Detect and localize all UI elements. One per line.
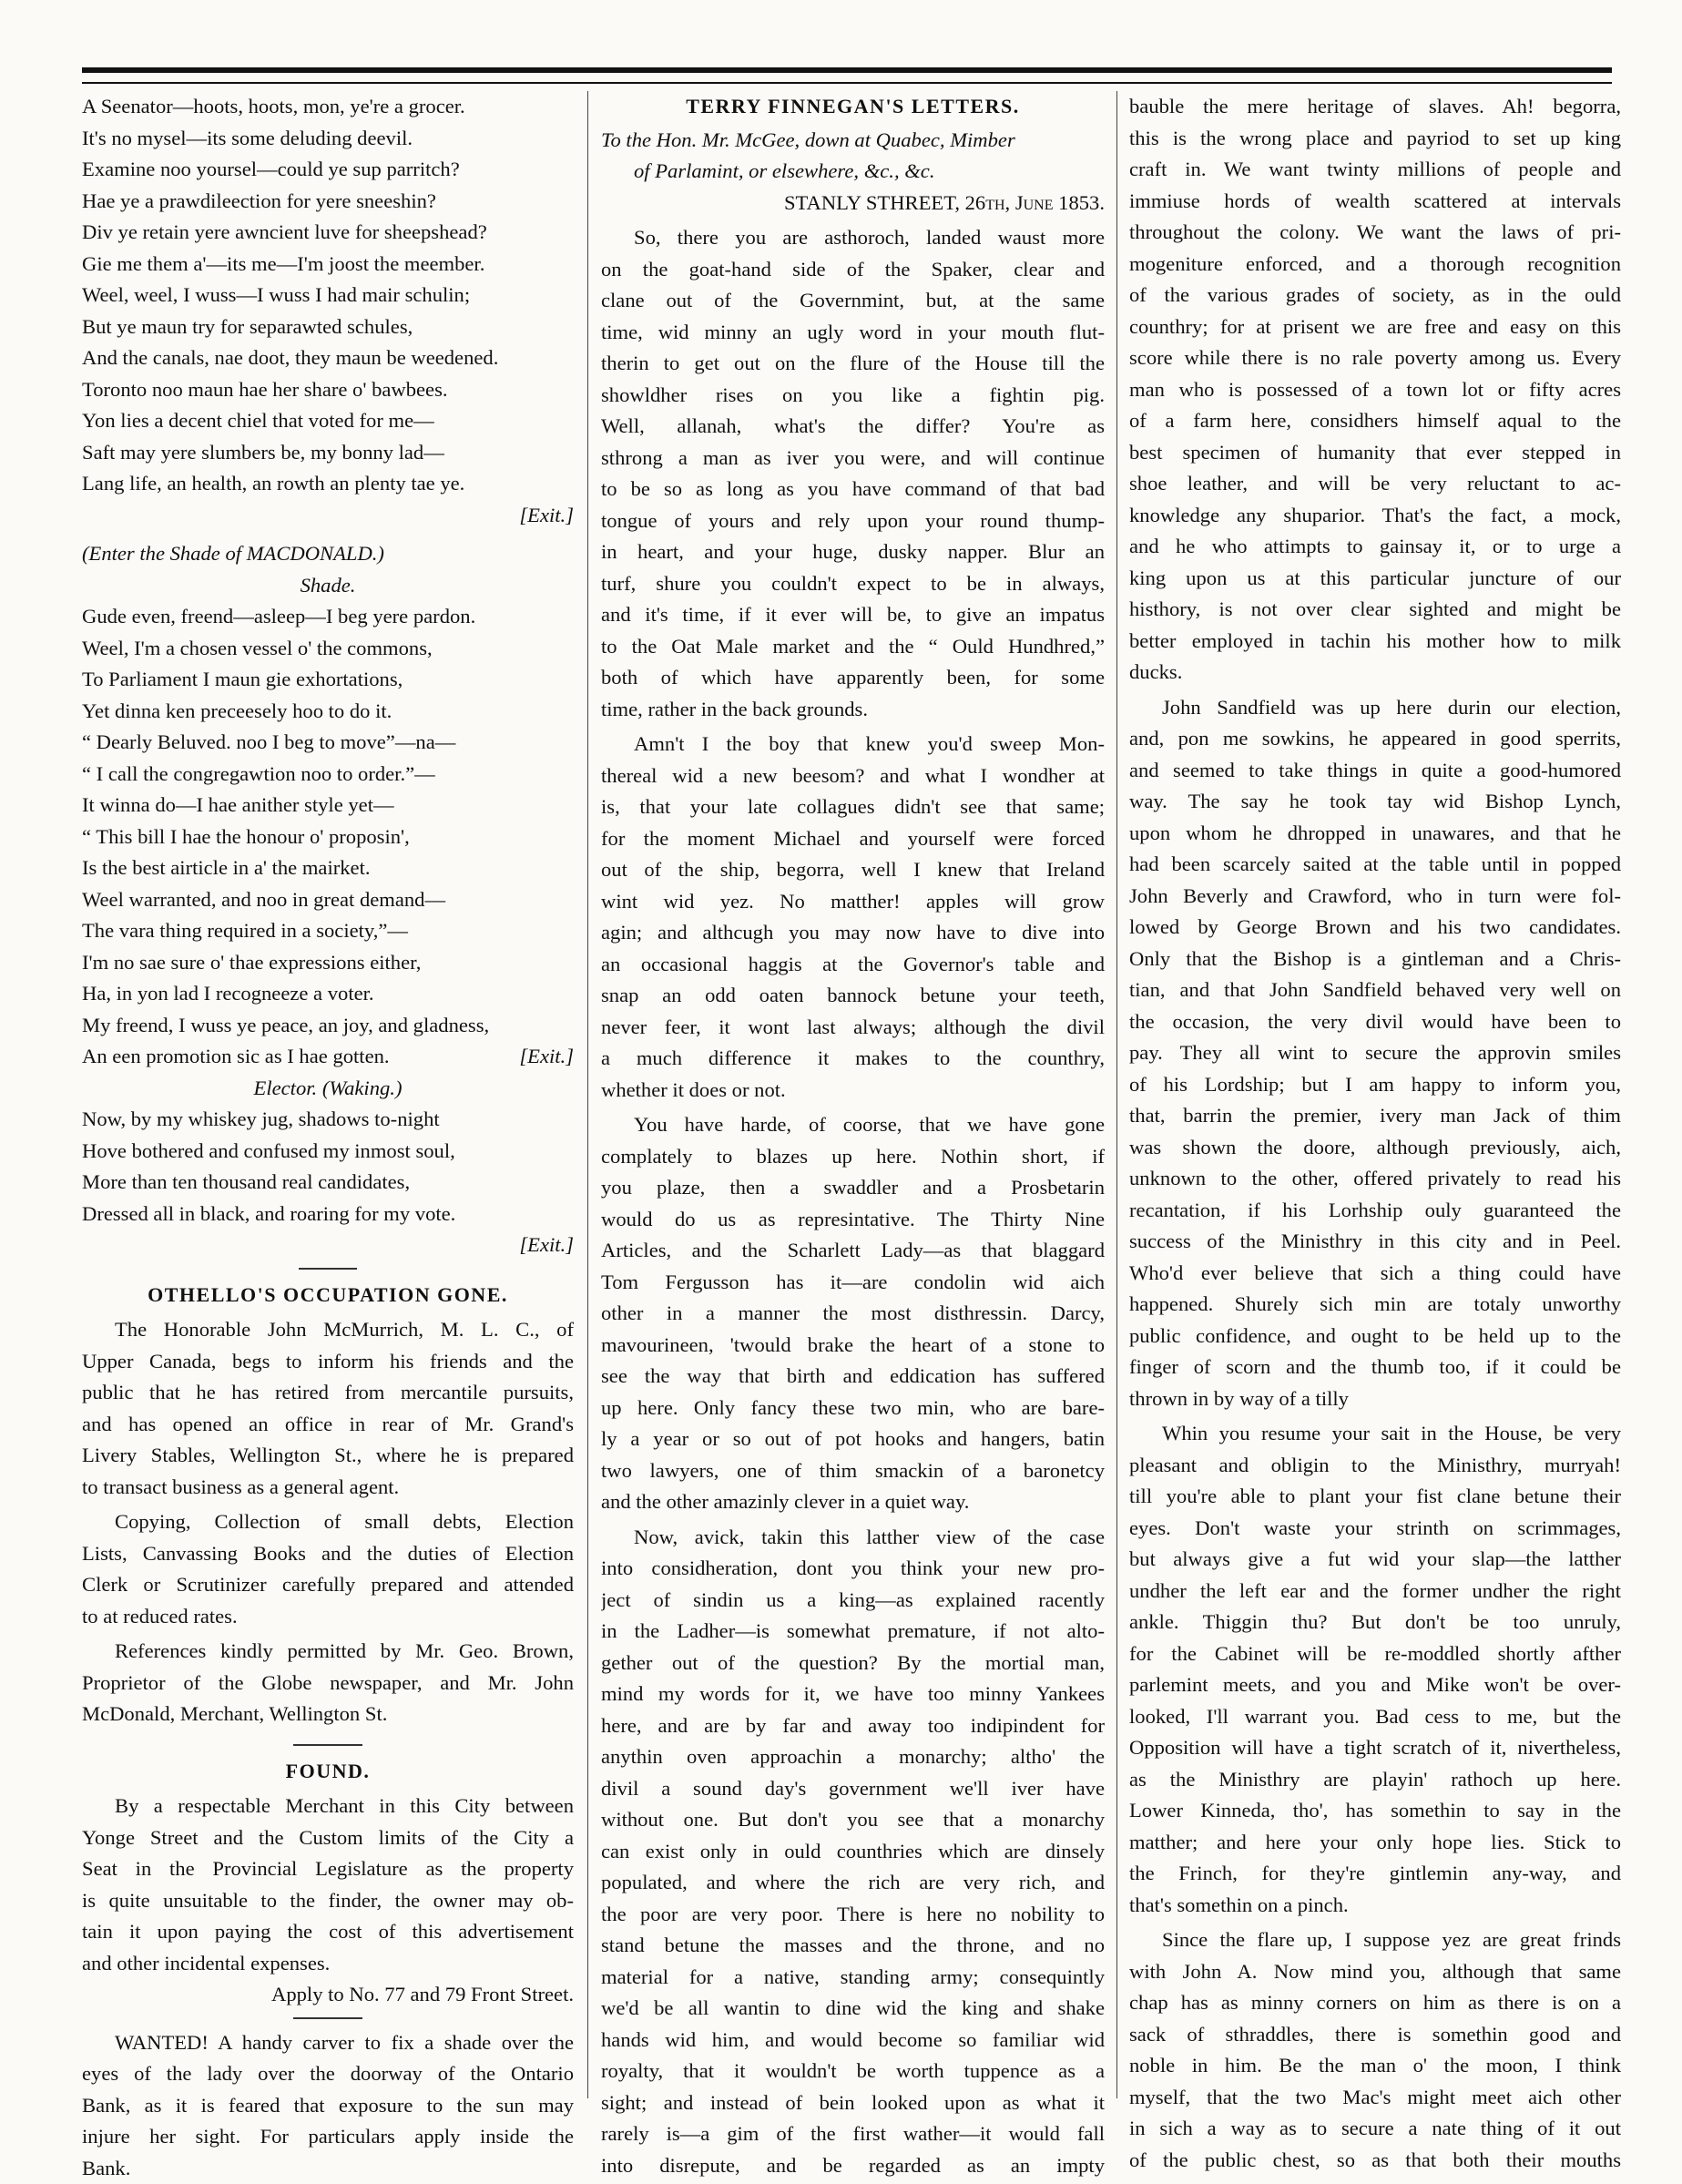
- verse-line: Hae ye a prawdileection for yere sneeshin?: [82, 186, 574, 218]
- text-line: best specimen of humanity that ever stepped in: [1129, 437, 1621, 469]
- text-line: to transact business as a general agent.: [82, 1472, 574, 1504]
- section-divider: [82, 1738, 574, 1750]
- text-line: John Sandfield was up here durin our election,: [1129, 692, 1621, 724]
- text-line: counthry; for at prisent we are free and easy on this: [1129, 311, 1621, 343]
- exit-direction: [Exit.]: [82, 500, 574, 532]
- verse-line: Saft may yere slumbers be, my bonny lad—: [82, 437, 574, 469]
- text-line: tain it upon paying the cost of this advertisement: [82, 1916, 574, 1948]
- text-line: king upon us at this particular juncture of our: [1129, 563, 1621, 595]
- text-line: here, and are by far and away too indipindent for: [601, 1710, 1105, 1742]
- text-line: time, rather in the back grounds.: [601, 694, 1105, 726]
- text-line: we'd be all wantin to dine wid the king and shake: [601, 1993, 1105, 2025]
- text-line: but always give a fut wid your slap—the latther: [1129, 1544, 1621, 1576]
- article-continued-paragraph-2: [1129, 692, 1621, 1415]
- found-paragraph: [82, 1791, 574, 1979]
- text-line: better employed in tachin his mother how to milk: [1129, 626, 1621, 658]
- text-line: shoe leather, and will be very reluctant to ac-: [1129, 468, 1621, 500]
- column-1: [82, 91, 574, 2117]
- article-title: TERRY FINNEGAN'S LETTERS.: [601, 91, 1105, 123]
- text-line: unknown to the other, offered privately to read his: [1129, 1163, 1621, 1195]
- text-line: wint wid yez. No matther! apples will grow: [601, 886, 1105, 918]
- text-line: John Beverly and Crawford, who in turn were fol-: [1129, 881, 1621, 913]
- text-line: score while there is no rale poverty among us. Every: [1129, 342, 1621, 374]
- text-line: for the Cabinet will be re-moddled shortly afther: [1129, 1638, 1621, 1670]
- verse-line: Ha, in yon lad I recogneeze a voter.: [82, 978, 574, 1010]
- verse-line: Yon lies a decent chiel that voted for me—: [82, 405, 574, 437]
- text-line: thereal wid a new beesom? and what I wondher at: [601, 760, 1105, 792]
- text-line: eyes of the lady over the doorway of the Ontario: [82, 2058, 574, 2090]
- text-line: looked, I'll warrant you. Bad cess to me, but the: [1129, 1701, 1621, 1733]
- verse-line: A Seenator—hoots, hoots, mon, ye're a grocer.: [82, 91, 574, 123]
- text-line: the occasion, the very divil would have been to: [1129, 1006, 1621, 1038]
- text-line: never feer, it wont last always; although the divil: [601, 1012, 1105, 1044]
- text-line: clane out of the Governmint, but, at the same: [601, 285, 1105, 317]
- text-line: mavourineen, 'twould brake the heart of a stone to: [601, 1330, 1105, 1362]
- text-line: chap has as minny corners on him as there is on a: [1129, 1987, 1621, 2019]
- verse-line: It's no mysel—its some deluding deevil.: [82, 123, 574, 155]
- column-divider-1: [587, 91, 588, 2098]
- text-line: turf, shure you couldn't expect to be in always,: [601, 568, 1105, 600]
- text-line: throughout the colony. We want the laws of pri-: [1129, 217, 1621, 249]
- text-line: sthrong a man as iver you were, and will continue: [601, 443, 1105, 475]
- text-line: and has opened an office in rear of Mr. Grand's: [82, 1409, 574, 1441]
- verse-line: And the canals, nae doot, they maun be weedened.: [82, 342, 574, 374]
- text-line: immiuse hords of wealth scattered at intervals: [1129, 186, 1621, 218]
- article-paragraph-4: [601, 1522, 1105, 2182]
- verse-line: Examine noo yoursel—could ye sup parritch?: [82, 154, 574, 186]
- poem-part-2: [82, 601, 574, 1073]
- verse-line: An een promotion sic as I hae gotten.: [82, 1041, 574, 1073]
- text-line: complately to blazes up here. Nothin short, if: [601, 1141, 1105, 1173]
- text-line: material for a native, standing army; consequintly: [601, 1962, 1105, 1994]
- verse-line: Hove bothered and confused my inmost soul,: [82, 1136, 574, 1168]
- text-line: to be so as long as you have command of that bad: [601, 474, 1105, 505]
- article-continued-paragraph-1: [1129, 91, 1621, 689]
- text-line: without one. But don't you see that a monarchy: [601, 1804, 1105, 1836]
- text-line: the poor are very poor. There is here no nobility to: [601, 1899, 1105, 1931]
- text-line: undher the left ear and the former undher the right: [1129, 1576, 1621, 1607]
- text-line: agin; and althcugh you may now have to dive into: [601, 917, 1105, 949]
- text-line: Whin you resume your sait in the House, be very: [1129, 1418, 1621, 1450]
- text-line: and it's time, if it ever will be, to give an impatus: [601, 599, 1105, 631]
- text-line: for the moment Michael and yourself were forced: [601, 823, 1105, 855]
- text-line: Opposition will have a tight scratch of it, nivertheless,: [1129, 1732, 1621, 1764]
- text-line: Bank.: [82, 2153, 574, 2184]
- text-line: Lists, Canvassing Books and the duties of Election: [82, 1538, 574, 1570]
- text-line: Now, avick, takin this latther view of the case: [601, 1522, 1105, 1554]
- text-line: a much difference it makes to the counthry,: [601, 1043, 1105, 1075]
- text-line: both of which have apparently been, for some: [601, 662, 1105, 694]
- text-line: knowledge any shuparior. That's the fact, a mock,: [1129, 500, 1621, 532]
- text-line: the Frinch, for they're gintlemin any-way, and: [1129, 1858, 1621, 1890]
- text-line: lowed by George Brown and his two candidates.: [1129, 912, 1621, 944]
- text-line: royalty, that it wouldn't be worth tuppence as a: [601, 2056, 1105, 2087]
- text-line: mind my words for it, we have too minny Yankees: [601, 1679, 1105, 1710]
- text-line: of his Lordship; but I am happy to inform you,: [1129, 1069, 1621, 1101]
- column-3: [1129, 91, 1621, 2117]
- text-line: showldher rises on you like a fightin pig.: [601, 380, 1105, 412]
- text-line: was shown the doore, although previously, aich,: [1129, 1132, 1621, 1164]
- poem-part-3: [82, 1104, 574, 1230]
- text-line: Only that the Bishop is a gintleman and a Chris-: [1129, 944, 1621, 975]
- text-line: parlemint meets, and you and Mike won't be over-: [1129, 1669, 1621, 1701]
- text-line: divil a sound day's government we'll iver have: [601, 1773, 1105, 1805]
- text-line: success of the Ministhry in this city and in Peel.: [1129, 1226, 1621, 1258]
- othello-paragraph-1: [82, 1314, 574, 1503]
- text-line: gether out of the question? By the mortial man,: [601, 1648, 1105, 1679]
- article-dateline: STANLY STHREET, 26th, June 1853.: [601, 188, 1105, 219]
- text-line: and seemed to take things in quite a good-humored: [1129, 755, 1621, 787]
- text-line: as the Ministhry are playin' rathoch up here.: [1129, 1764, 1621, 1796]
- verse-line: The vara thing required in a society,”—: [82, 915, 574, 947]
- text-line: public confidence, and ought to be held up to the: [1129, 1321, 1621, 1352]
- verse-line: Weel, I'm a chosen vessel o' the commons,: [82, 633, 574, 665]
- article-address: [601, 125, 1105, 188]
- column-2: [601, 91, 1105, 2117]
- text-line: finger of scorn and the thumb too, if it could be: [1129, 1352, 1621, 1383]
- verse-line: Dressed all in black, and roaring for my vote.: [82, 1199, 574, 1230]
- text-line: stand betune the masses and the throne, and no: [601, 1930, 1105, 1962]
- text-line: By a respectable Merchant in this City between: [82, 1791, 574, 1822]
- text-line: noble in him. Be the man o' the moon, I think: [1129, 2050, 1621, 2082]
- verse-line: Is the best airticle in a' the mairket.: [82, 852, 574, 884]
- text-line: into disrepute, and be regarded as an impty: [601, 2150, 1105, 2182]
- text-line: into considheration, dont you think your new pro-: [601, 1553, 1105, 1585]
- stage-direction: (Enter the Shade of MACDONALD.): [82, 538, 574, 570]
- text-line: up here. Only fancy these two min, who are bare-: [601, 1393, 1105, 1424]
- text-line: and he who attimpts to gainsay it, or to urge a: [1129, 531, 1621, 563]
- text-line: with John A. Now mind you, although that same: [1129, 1956, 1621, 1988]
- text-line: an occasional haggis at the Governor's table and: [601, 949, 1105, 981]
- text-line: is, that your late collagues didn't see that same;: [601, 791, 1105, 823]
- text-line: anythin oven approachin a monarchy; altho' the: [601, 1741, 1105, 1773]
- verse-line: of Parlamint, or elsewhere, &c., &c.: [601, 156, 1105, 188]
- text-line: out of the ship, begorra, well I knew that Ireland: [601, 854, 1105, 886]
- text-line: pleasant and obligin to the Ministhry, murryah!: [1129, 1450, 1621, 1482]
- text-line: Bank, as it is feared that exposure to the sun may: [82, 2090, 574, 2122]
- verse-line: Toronto noo maun hae her share o' bawbees.: [82, 374, 574, 406]
- text-line: tongue of yours and rely upon your round thump-: [601, 505, 1105, 537]
- verse-line: I'm no sae sure o' thae expressions either,: [82, 947, 574, 979]
- text-line: Who'd ever believe that sich a thing could have: [1129, 1258, 1621, 1290]
- text-line: till you're able to plant your fist clane betune their: [1129, 1481, 1621, 1513]
- verse-line: “ This bill I hae the honour o' proposin',: [82, 822, 574, 853]
- othello-paragraph-2: [82, 1506, 574, 1632]
- text-line: Yonge Street and the Custom limits of the City a: [82, 1822, 574, 1854]
- section-heading: FOUND.: [82, 1756, 574, 1788]
- verse-line: “ I call the congregawtion noo to order.”—: [82, 759, 574, 791]
- text-line: tian, and that John Sandfield behaved very well on: [1129, 975, 1621, 1006]
- article-paragraph-2: [601, 729, 1105, 1106]
- text-line: and the other amazinly clever in a quiet way.: [601, 1486, 1105, 1518]
- text-line: Articles, and the Scharlett Lady—as that blaggard: [601, 1235, 1105, 1267]
- text-line: whether it does or not.: [601, 1075, 1105, 1107]
- text-line: histhory, is not over clear sighted and might be: [1129, 594, 1621, 626]
- text-line: Lower Kinneda, tho', has somethin to say in the: [1129, 1795, 1621, 1827]
- text-line: that's somethin on a pinch.: [1129, 1890, 1621, 1922]
- text-line: craft in. We want twinty millions of people and: [1129, 154, 1621, 186]
- text-line: injure her sight. For particulars apply inside the: [82, 2121, 574, 2153]
- text-line: pay. They all wint to secure the approvin smiles: [1129, 1037, 1621, 1069]
- top-rule: [82, 67, 1612, 84]
- text-line: Livery Stables, Wellington St., where he is prepared: [82, 1440, 574, 1472]
- text-line: Proprietor of the Globe newspaper, and Mr. John: [82, 1668, 574, 1699]
- verse-line: Div ye retain yere awncient luve for sheepshead?: [82, 217, 574, 249]
- text-line: recantation, if his Lorhship ouly guaranteed the: [1129, 1195, 1621, 1227]
- text-line: Tom Fergusson has it—are condolin wid aich: [601, 1267, 1105, 1299]
- text-line: to at reduced rates.: [82, 1601, 574, 1633]
- text-line: populated, and where the rich are very rich, and: [601, 1867, 1105, 1899]
- text-line: rarely is—a gim of the first wather—it would fall: [601, 2118, 1105, 2150]
- text-line: of a farm here, considhers himself aqual to the: [1129, 405, 1621, 437]
- text-line: sack of sthraddles, there is somethin good and: [1129, 2019, 1621, 2051]
- text-line: see the way that birth and eddication has suffered: [601, 1361, 1105, 1393]
- text-line: You have harde, of coorse, that we have gone: [601, 1109, 1105, 1141]
- text-line: snap an odd oaten bannock betune your teeth,: [601, 980, 1105, 1012]
- verse-line: To Parliament I maun gie exhortations,: [82, 664, 574, 696]
- text-line: of the various grades of society, as in the ould: [1129, 280, 1621, 311]
- text-line: this is the wrong place and payriod to set up king: [1129, 123, 1621, 155]
- verse-line: Weel warranted, and noo in great demand—: [82, 884, 574, 916]
- text-line: and, pon me sowkins, he appeared in good sperrits,: [1129, 723, 1621, 755]
- section-divider: [82, 2011, 574, 2024]
- article-continued-paragraph-3: [1129, 1418, 1621, 1921]
- text-line: had been scarcely saited at the table until in popped: [1129, 849, 1621, 881]
- text-line: Upper Canada, begs to inform his friends and the: [82, 1346, 574, 1378]
- exit-direction: [Exit.]: [82, 1041, 574, 1073]
- verse-line: “ Dearly Beluved. noo I beg to move”—na—: [82, 727, 574, 759]
- text-line: other in a manner the most disthressin. Darcy,: [601, 1298, 1105, 1330]
- column-divider-2: [1116, 91, 1117, 2098]
- exit-direction: [Exit.]: [82, 1230, 574, 1261]
- speaker-label: Elector. (Waking.): [82, 1073, 574, 1105]
- text-line: hands wid him, and would become so familiar wid: [601, 2025, 1105, 2056]
- text-line: The Honorable John McMurrich, M. L. C., of: [82, 1314, 574, 1346]
- othello-paragraph-3: [82, 1636, 574, 1730]
- text-line: two lawyers, one of thim smackin of a baronetcy: [601, 1455, 1105, 1487]
- text-line: can exist only in ould counthries which are dinsely: [601, 1836, 1105, 1868]
- text-line: ject of sindin us a king—as explained racently: [601, 1585, 1105, 1617]
- text-line: Copying, Collection of small debts, Election: [82, 1506, 574, 1538]
- text-line: on the goat-hand side of the Spaker, clear and: [601, 254, 1105, 286]
- text-line: ly a year or so out of pot hooks and hangers, batin: [601, 1424, 1105, 1455]
- text-line: thrown in by way of a tilly: [1129, 1383, 1621, 1415]
- text-line: eyes. Don't waste your strinth on scrimmages,: [1129, 1513, 1621, 1545]
- text-line: in sich a way as to secure a nate thing of it out: [1129, 2113, 1621, 2145]
- text-line: Clerk or Scrutinizer carefully prepared and attended: [82, 1569, 574, 1601]
- apply-line: Apply to No. 77 and 79 Front Street.: [82, 1979, 574, 2011]
- article-continued-paragraph-4: [1129, 1924, 1621, 2176]
- text-line: public that he has retired from mercantile pursuits,: [82, 1377, 574, 1409]
- text-line: would do us as represintative. The Thirty Nine: [601, 1204, 1105, 1236]
- wanted-paragraph: [82, 2027, 574, 2184]
- text-line: you plaze, then a swaddler and a Prosbetarin: [601, 1172, 1105, 1204]
- text-line: McDonald, Merchant, Wellington St.: [82, 1699, 574, 1730]
- verse-line: Gie me them a'—its me—I'm joost the meember.: [82, 249, 574, 281]
- text-line: time, wid minny an ugly word in your mouth flut-: [601, 317, 1105, 349]
- verse-line: Gude even, freend—asleep—I beg yere pardon.: [82, 601, 574, 633]
- text-line: sight; and instead of bein looked upon as what it: [601, 2087, 1105, 2119]
- text-line: myself, that the two Mac's might meet aich other: [1129, 2082, 1621, 2114]
- verse-line: Now, by my whiskey jug, shadows to-night: [82, 1104, 574, 1136]
- text-line: and other incidental expenses.: [82, 1948, 574, 1980]
- text-line: to the Oat Male market and the “ Ould Hundhred,”: [601, 631, 1105, 663]
- text-line: References kindly permitted by Mr. Geo. Brown,: [82, 1636, 574, 1668]
- text-line: that, barrin the premier, ivery man Jack of thim: [1129, 1100, 1621, 1132]
- text-line: matther; and here your only hope lies. Stick to: [1129, 1827, 1621, 1859]
- article-paragraph-3: [601, 1109, 1105, 1518]
- text-line: way. The say he took tay wid Bishop Lynch,: [1129, 786, 1621, 818]
- text-line: Amn't I the boy that knew you'd sweep Mon-: [601, 729, 1105, 760]
- text-line: So, there you are asthoroch, landed waust more: [601, 222, 1105, 254]
- text-line: Since the flare up, I suppose yez are great frinds: [1129, 1924, 1621, 1956]
- verse-line: Lang life, an health, an rowth an plenty tae ye.: [82, 468, 574, 500]
- section-heading: OTHELLO'S OCCUPATION GONE.: [82, 1280, 574, 1311]
- verse-line: But ye maun try for separawted schules,: [82, 311, 574, 343]
- text-line: ankle. Thiggin thu? But don't be too unruly,: [1129, 1607, 1621, 1638]
- poem-part-1: [82, 91, 574, 500]
- text-line: Well, allanah, what's the differ? You're as: [601, 411, 1105, 443]
- speaker-label: Shade.: [82, 570, 574, 602]
- text-line: happened. Shurely sich min are totaly unworthy: [1129, 1289, 1621, 1321]
- verse-line: It winna do—I hae anither style yet—: [82, 790, 574, 822]
- text-line: man who is possessed of a town lot or fifty acres: [1129, 374, 1621, 406]
- verse-line: More than ten thousand real candidates,: [82, 1167, 574, 1199]
- text-line: is quite unsuitable to the finder, the owner may ob-: [82, 1885, 574, 1917]
- section-divider: [82, 1261, 574, 1274]
- text-line: WANTED! A handy carver to fix a shade over the: [82, 2027, 574, 2059]
- text-line: bauble the mere heritage of slaves. Ah! begorra,: [1129, 91, 1621, 123]
- text-line: Seat in the Provincial Legislature as the property: [82, 1853, 574, 1885]
- verse-line: Yet dinna ken preceesely hoo to do it.: [82, 696, 574, 728]
- text-line: in heart, and your huge, dusky napper. Blur an: [601, 536, 1105, 568]
- text-line: ducks.: [1129, 657, 1621, 689]
- verse-line: Weel, weel, I wuss—I wuss I had mair schulin;: [82, 280, 574, 311]
- article-paragraph-1: [601, 222, 1105, 725]
- text-line: mogeniture enforced, and a thorough recognition: [1129, 249, 1621, 281]
- text-line: therin to get out on the flure of the House till the: [601, 348, 1105, 380]
- text-line: in the Ladher—is somewhat premature, if not alto-: [601, 1616, 1105, 1648]
- verse-line: My freend, I wuss ye peace, an joy, and gladness,: [82, 1010, 574, 1042]
- verse-line: To the Hon. Mr. McGee, down at Quabec, Mimber: [601, 125, 1105, 157]
- text-line: of the public chest, so as that both their mouths: [1129, 2145, 1621, 2177]
- text-line: upon whom he dhropped in unawares, and that he: [1129, 818, 1621, 850]
